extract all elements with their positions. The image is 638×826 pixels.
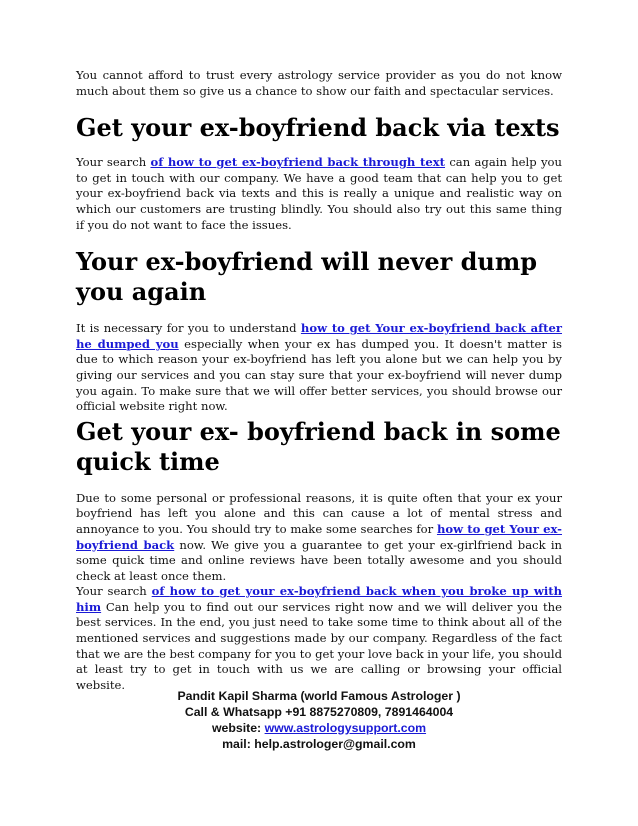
link-of-text: of	[151, 584, 170, 599]
contact-footer	[0, 688, 638, 752]
website-line	[0, 720, 638, 736]
link-text: how to get your ex-boyfriend back when you broke up with him	[76, 584, 563, 614]
paragraph-texts	[76, 155, 562, 233]
astrologer-name: Pandit Kapil Sharma (world Famous Astrologer )	[177, 689, 461, 703]
website-label: website:	[211, 721, 265, 735]
paragraph-never-dump	[76, 321, 562, 415]
text-run: It is necessary for you to understand	[76, 321, 301, 336]
link-get-ex-back[interactable]: how to get Your ex-boyfriend back	[76, 521, 562, 552]
text-run: now. We give you a guarantee to get your ex-girlfriend back in some quick time and online reviews have been totally awesome and you should check at least once them.	[76, 537, 562, 583]
text-run: Your search	[76, 155, 151, 170]
text-run: especially when your ex has dumped you. It doesn't matter is due to which reason your ex-boyfriend has left you alone but we can help you by giving our services and you can stay sure that your ex-boyfriend will never dump you again. To make sure that we will offer better services, you should browse our official website right now.	[76, 336, 563, 414]
paragraph-quick-time	[76, 491, 562, 694]
website-link[interactable]: www.astrologysupport.com	[264, 721, 427, 735]
link-text: how to get ex-boyfriend back through text	[167, 155, 446, 170]
link-after-dumped[interactable]: how to get Your ex-boyfriend back after he dumped you	[76, 321, 562, 351]
heading-never-dump: Your ex-boyfriend will never dump you again	[76, 247, 538, 307]
text-run: Your search	[76, 584, 152, 599]
intro-paragraph: You cannot afford to trust every astrology service provider as you do not know much about them so give us a chance to show our faith and spectacular services.	[76, 68, 562, 98]
text-run: Due to some personal or professional reasons, it is quite often that your ex your boyfriend has left you alone and this can cause a lot of mental stress and annoyance to you. You should try to make some searches for	[76, 490, 562, 536]
link-of-ex-back-through-text[interactable]	[150, 155, 445, 169]
document-body	[76, 68, 562, 693]
phone-line: Call & Whatsapp +91 8875270809, 7891464004	[184, 705, 454, 719]
text-run: Can help you to find out our services right now and we will deliver you the best services. In the end, you just need to take some time to think about all of the mentioned services and suggestions made by our company. Regardless of the fact that we are the best company for you to get your love back in your life, you should at least try to get in touch with us we are calling or browsing your official website.	[76, 599, 562, 692]
link-of-text: of	[150, 155, 168, 170]
mail-line: mail: help.astrologer@gmail.com	[222, 737, 416, 751]
heading-texts: Get your ex-boyfriend back via texts	[76, 113, 560, 143]
heading-quick-time: Get your ex- boyfriend back in some quick time	[76, 416, 561, 476]
text-run: can again help you to get in touch with our company. We have a good team that can help you to get your ex-boyfriend back via texts and this is really a unique and realistic way on which our customers are trusting blindly. You should also try out this same thing if you do not want to face the issues.	[76, 155, 562, 232]
